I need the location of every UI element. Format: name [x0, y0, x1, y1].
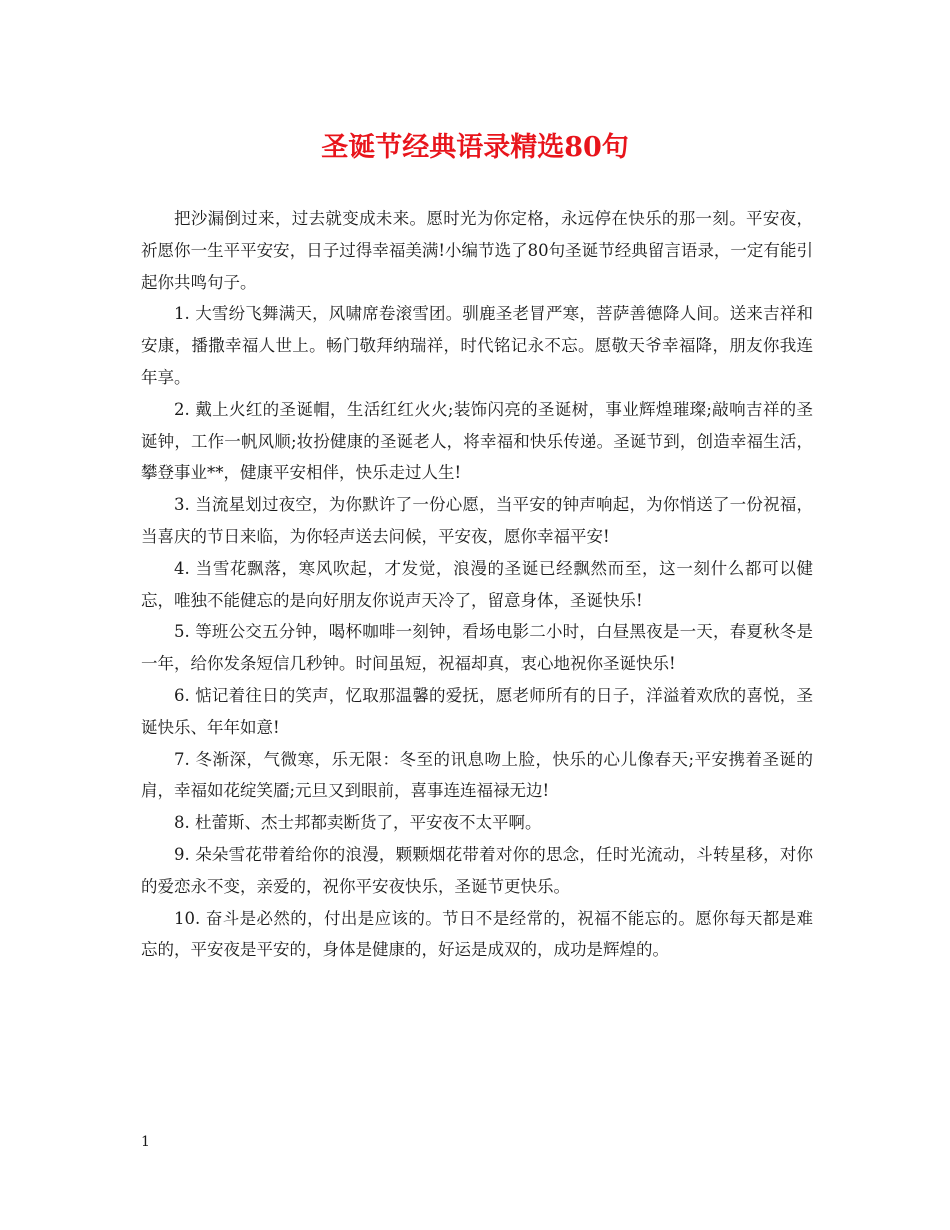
quote-paragraph: 7. 冬渐深，气微寒，乐无限：冬至的讯息吻上脸，快乐的心儿像春天;平安携着圣诞的肩，幸福如花绽笑靥;元旦又到眼前，喜事连连福禄无边!: [141, 749, 813, 801]
quote-paragraph: 6. 惦记着往日的笑声，忆取那温馨的爱抚，愿老师所有的日子，洋溢着欢欣的喜悦，圣诞快乐、年年如意!: [141, 685, 813, 737]
quote-paragraph: 9. 朵朵雪花带着给你的浪漫，颗颗烟花带着对你的思念，任时光流动，斗转星移，对你的爱恋永不变，亲爱的，祝你平安夜快乐，圣诞节更快乐。: [141, 844, 813, 896]
quote-paragraph: 4. 当雪花飘落，寒风吹起，才发觉，浪漫的圣诞已经飘然而至，这一刻什么都可以健忘，唯独不能健忘的是向好朋友你说声天冷了，留意身体，圣诞快乐!: [141, 558, 813, 610]
quote-paragraph: 8. 杜蕾斯、杰士邦都卖断货了，平安夜不太平啊。: [174, 813, 542, 833]
document-body: [141, 203, 813, 966]
quote-paragraph: 5. 等班公交五分钟，喝杯咖啡一刻钟，看场电影二小时，白昼黑夜是一天，春夏秋冬是一年，给你发条短信几秒钟。时间虽短，祝福却真，衷心地祝你圣诞快乐!: [141, 622, 813, 674]
quote-paragraph: 3. 当流星划过夜空，为你默许了一份心愿，当平安的钟声响起，为你悄送了一份祝福，当喜庆的节日来临，为你轻声送去问候，平安夜，愿你幸福平安!: [141, 495, 813, 546]
intro-paragraph: 把沙漏倒过来，过去就变成未来。愿时光为你定格，永远停在快乐的那一刻。平安夜，祈愿你一生平平安安，日子过得幸福美满!小编节选了80句圣诞节经典留言语录，一定有能引起你共鸣句子。: [141, 209, 813, 292]
quote-paragraph: 10. 奋斗是必然的，付出是应该的。节日不是经常的，祝福不能忘的。愿你每天都是难忘的，平安夜是平安的，身体是健康的，好运是成双的，成功是辉煌的。: [141, 908, 813, 960]
quote-paragraph: 2. 戴上火红的圣诞帽，生活红红火火;装饰闪亮的圣诞树，事业辉煌璀璨;敲响吉祥的圣诞钟，工作一帆风顺;妆扮健康的圣诞老人，将幸福和快乐传递。圣诞节到，创造幸福生活，攀登事业**，健康平安相伴，快乐走过人生!: [141, 399, 813, 483]
page-number: 1: [141, 1134, 150, 1150]
page-title: 圣诞节经典语录精选80句: [321, 132, 629, 163]
quote-paragraph: 1. 大雪纷飞舞满天，风啸席卷滚雪团。驯鹿圣老冒严寒，菩萨善德降人间。送来吉祥和安康，播撒幸福人世上。畅门敬拜纳瑞祥，时代铭记永不忘。愿敬天爷幸福降，朋友你我连年享。: [141, 304, 813, 387]
